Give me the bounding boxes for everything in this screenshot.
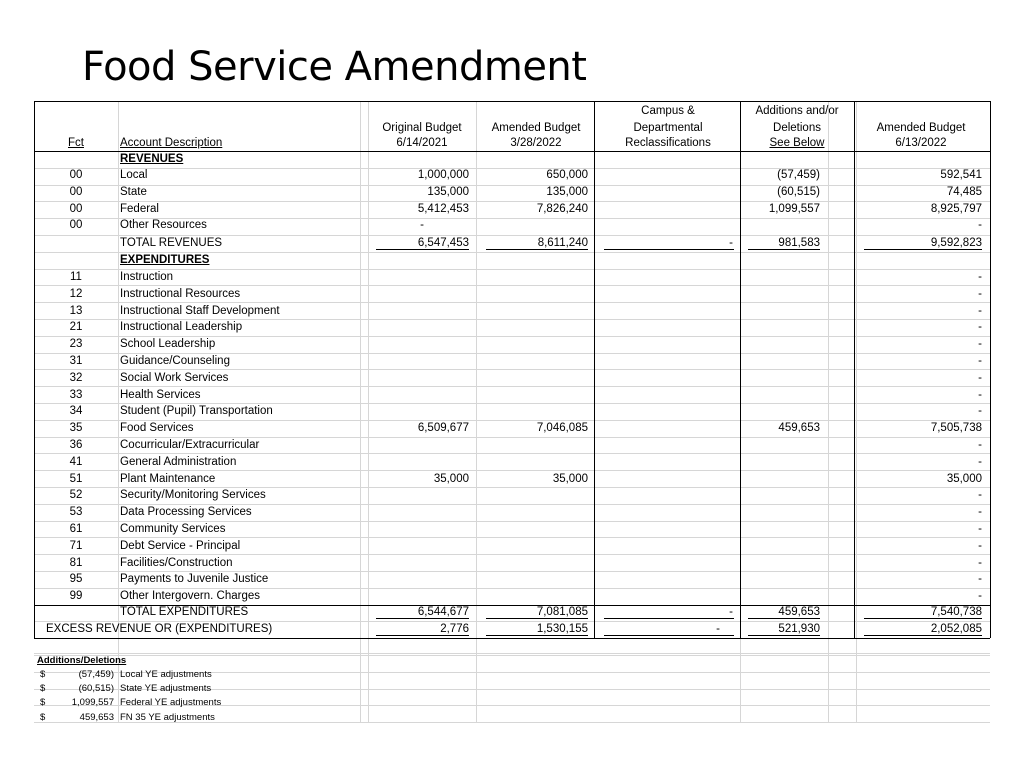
expenditure-additions [740, 387, 820, 403]
expenditure-original [368, 504, 469, 520]
expenditure-original [368, 319, 469, 335]
total-expenditures-amended: 7,081,085 [536, 606, 588, 618]
grid-line-h [34, 655, 990, 656]
expenditure-description: Instructional Leadership [120, 321, 243, 333]
expenditure-final: - [978, 540, 982, 552]
expenditure-additions [740, 353, 820, 369]
expenditure-original [368, 555, 469, 571]
expenditure-final: - [978, 321, 982, 333]
table-column-border [594, 101, 595, 638]
total-revenues-label: TOTAL REVENUES [120, 237, 223, 249]
expenditure-description: Plant Maintenance [120, 473, 216, 485]
expenditure-additions: 459,653 [778, 422, 820, 434]
expenditure-description: Debt Service - Principal [120, 540, 241, 552]
revenue-original: - [420, 219, 424, 231]
revenue-fct: 00 [69, 219, 83, 231]
expenditure-original [368, 370, 469, 386]
expenditure-description: Student (Pupil) Transportation [120, 405, 273, 417]
total-revenues-final: 9,592,823 [930, 237, 982, 249]
expenditure-final: - [978, 389, 982, 401]
excess-label: EXCESS REVENUE OR (EXPENDITURES) [46, 623, 273, 635]
expenditure-additions [740, 286, 820, 302]
expenditure-original [368, 336, 469, 352]
total-revenues-additions: 981,583 [778, 237, 820, 249]
expenditure-fct: 61 [69, 523, 83, 535]
expenditure-original [368, 487, 469, 503]
grid-line-v [360, 101, 361, 723]
expenditure-amended: 7,046,085 [536, 422, 588, 434]
expenditure-original [368, 269, 469, 285]
excess-original: 2,776 [440, 623, 469, 635]
budget-table [34, 101, 990, 723]
total-expenditures-label: TOTAL EXPENDITURES [120, 606, 249, 618]
expenditure-additions [740, 437, 820, 453]
revenue-description: Other Resources [120, 219, 207, 231]
expenditure-amended [478, 588, 588, 604]
expenditure-original [368, 437, 469, 453]
excess-additions: 521,930 [778, 623, 820, 635]
revenue-description: Local [120, 169, 148, 181]
expenditure-final: - [978, 557, 982, 569]
expenditure-original [368, 303, 469, 319]
header-final-date: 6/13/2022 [895, 137, 947, 149]
header-original-budget: Original Budget [382, 122, 462, 134]
expenditure-amended [478, 538, 588, 554]
header-additions: Additions and/or [755, 105, 839, 117]
expenditure-fct: 36 [69, 439, 83, 451]
expenditure-description: Health Services [120, 389, 201, 401]
expenditures-heading: EXPENDITURES [120, 254, 210, 266]
note-description: FN 35 YE adjustments [120, 712, 215, 723]
expenditure-final: - [978, 305, 982, 317]
expenditure-final: 7,505,738 [930, 422, 982, 434]
expenditure-fct: 34 [69, 405, 83, 417]
expenditure-additions [740, 370, 820, 386]
expenditure-fct: 81 [69, 557, 83, 569]
header-see-below: See Below [769, 137, 825, 149]
expenditure-amended: 35,000 [552, 473, 588, 485]
header-fct: Fct [68, 137, 84, 149]
revenue-original: 5,412,453 [417, 203, 469, 215]
excess-campus: - [716, 623, 720, 635]
expenditure-final: - [978, 456, 982, 468]
header-deletions: Deletions [773, 122, 821, 134]
revenue-additions: (60,515) [777, 186, 820, 198]
expenditure-description: Payments to Juvenile Justice [120, 573, 269, 585]
expenditure-additions [740, 555, 820, 571]
expenditure-original [368, 403, 469, 419]
revenues-heading: REVENUES [120, 153, 184, 165]
expenditure-fct: 52 [69, 489, 83, 501]
expenditure-description: Food Services [120, 422, 194, 434]
expenditure-fct: 35 [69, 422, 83, 434]
expenditure-amended [478, 370, 588, 386]
expenditure-fct: 53 [69, 506, 83, 518]
expenditure-additions [740, 588, 820, 604]
expenditure-description: Facilities/Construction [120, 557, 233, 569]
expenditure-description: Instruction [120, 271, 174, 283]
expenditure-description: Instructional Resources [120, 288, 241, 300]
excess-amended: 1,530,155 [536, 623, 588, 635]
expenditure-original [368, 538, 469, 554]
expenditure-original [368, 387, 469, 403]
expenditure-fct: 95 [69, 573, 83, 585]
header-original-date: 6/14/2021 [396, 137, 448, 149]
revenue-fct: 00 [69, 186, 83, 198]
expenditure-amended [478, 269, 588, 285]
expenditure-amended [478, 403, 588, 419]
header-departmental: Departmental [633, 122, 703, 134]
table-column-border [854, 101, 855, 638]
expenditure-fct: 13 [69, 305, 83, 317]
table-border-top [34, 101, 990, 102]
expenditure-original: 35,000 [433, 473, 469, 485]
expenditure-original [368, 454, 469, 470]
expenditure-description: Security/Monitoring Services [120, 489, 266, 501]
expenditure-final: - [978, 439, 982, 451]
expenditure-additions [740, 303, 820, 319]
revenue-final: 74,485 [946, 186, 982, 198]
header-amended-budget: Amended Budget [491, 122, 581, 134]
expenditure-final: - [978, 523, 982, 535]
note-amount: 1,099,557 [71, 697, 114, 708]
expenditure-original: 6,509,677 [417, 422, 469, 434]
expenditure-amended [478, 387, 588, 403]
revenue-amended: 135,000 [546, 186, 588, 198]
total-revenues-amended: 8,611,240 [537, 237, 588, 249]
expenditure-additions [740, 269, 820, 285]
revenue-additions: (57,459) [777, 169, 820, 181]
expenditure-amended [478, 303, 588, 319]
revenue-fct: 00 [69, 169, 83, 181]
expenditure-fct: 31 [69, 355, 83, 367]
expenditure-description: Guidance/Counseling [120, 355, 230, 367]
note-amount: (60,515) [78, 683, 114, 694]
expenditure-amended [478, 286, 588, 302]
expenditure-amended [478, 454, 588, 470]
expenditure-description: School Leadership [120, 338, 216, 350]
expenditure-original [368, 286, 469, 302]
total-expenditures-original: 6,544,677 [417, 606, 469, 618]
expenditure-description: Social Work Services [120, 372, 229, 384]
expenditure-additions [740, 454, 820, 470]
note-currency: $ [40, 712, 46, 723]
expenditure-final: - [978, 271, 982, 283]
expenditure-description: Data Processing Services [120, 506, 252, 518]
expenditure-original [368, 353, 469, 369]
note-currency: $ [40, 683, 46, 694]
revenue-original: 135,000 [427, 186, 469, 198]
table-border-bottom [34, 638, 990, 639]
expenditure-additions [740, 336, 820, 352]
expenditure-additions [740, 487, 820, 503]
total-revenues-campus: - [729, 237, 733, 249]
page-title: Food Service Amendment [82, 44, 587, 90]
total-expenditures-campus: - [729, 606, 733, 618]
expenditure-amended [478, 353, 588, 369]
expenditure-final: 35,000 [946, 473, 982, 485]
expenditure-final: - [978, 338, 982, 350]
revenue-description: Federal [120, 203, 159, 215]
expenditure-amended [478, 437, 588, 453]
expenditure-fct: 71 [69, 540, 83, 552]
revenue-additions: 1,099,557 [768, 203, 820, 215]
note-currency: $ [40, 669, 46, 680]
expenditure-description: Other Intergovern. Charges [120, 590, 260, 602]
expenditure-fct: 33 [69, 389, 83, 401]
expenditure-fct: 99 [69, 590, 83, 602]
expenditure-additions [740, 504, 820, 520]
header-reclassifications: Reclassifications [625, 137, 711, 149]
note-description: Local YE adjustments [120, 669, 212, 680]
expenditure-description: Cocurricular/Extracurricular [120, 439, 260, 451]
expenditure-additions [740, 521, 820, 537]
expenditure-original [368, 588, 469, 604]
total-revenues-original: 6,547,453 [417, 237, 469, 249]
expenditure-final: - [978, 355, 982, 367]
expenditure-fct: 41 [69, 456, 83, 468]
expenditure-final: - [978, 372, 982, 384]
revenue-original: 1,000,000 [417, 169, 469, 181]
expenditure-fct: 12 [69, 288, 83, 300]
expenditure-fct: 21 [69, 321, 83, 333]
revenue-final: 8,925,797 [930, 203, 982, 215]
header-account-description: Account Description [120, 137, 223, 149]
expenditure-final: - [978, 590, 982, 602]
expenditure-final: - [978, 489, 982, 501]
revenue-description: State [120, 186, 147, 198]
expenditure-description: Community Services [120, 523, 226, 535]
expenditure-original [368, 571, 469, 587]
expenditure-description: Instructional Staff Development [120, 305, 280, 317]
revenue-amended: 650,000 [546, 169, 588, 181]
expenditure-amended [478, 487, 588, 503]
expenditure-additions [740, 571, 820, 587]
note-description: State YE adjustments [120, 683, 212, 694]
total-expenditures-additions: 459,653 [778, 606, 820, 618]
expenditure-amended [478, 319, 588, 335]
expenditure-original [368, 521, 469, 537]
revenue-final: - [978, 219, 982, 231]
note-currency: $ [40, 697, 46, 708]
total-expenditures-final: 7,540,738 [930, 606, 982, 618]
expenditure-final: - [978, 405, 982, 417]
revenue-amended: 7,826,240 [536, 203, 588, 215]
expenditure-fct: 51 [69, 473, 83, 485]
excess-final: 2,052,085 [930, 623, 982, 635]
header-final-amended-budget: Amended Budget [876, 122, 966, 134]
grid-line-v [828, 101, 829, 723]
expenditure-fct: 23 [69, 338, 83, 350]
expenditure-amended [478, 521, 588, 537]
expenditure-amended [478, 555, 588, 571]
expenditure-additions [740, 403, 820, 419]
notes-divider [34, 653, 990, 654]
expenditure-amended [478, 504, 588, 520]
revenue-final: 592,541 [940, 169, 982, 181]
revenue-fct: 00 [69, 203, 83, 215]
expenditure-amended [478, 571, 588, 587]
expenditure-amended [478, 336, 588, 352]
note-description: Federal YE adjustments [120, 697, 222, 708]
table-border-right [990, 101, 991, 638]
expenditure-description: General Administration [120, 456, 237, 468]
note-amount: 459,653 [79, 712, 114, 723]
expenditure-fct: 11 [70, 271, 82, 283]
header-amended-date: 3/28/2022 [510, 137, 562, 149]
header-campus: Campus & [641, 105, 695, 117]
note-amount: (57,459) [78, 669, 114, 680]
expenditure-additions [740, 538, 820, 554]
revenue-additions [740, 217, 820, 233]
expenditure-fct: 32 [69, 372, 83, 384]
expenditure-additions [740, 319, 820, 335]
expenditure-final: - [978, 506, 982, 518]
expenditure-additions [740, 471, 820, 487]
notes-heading: Additions/Deletions [37, 655, 127, 666]
expenditure-final: - [978, 288, 982, 300]
grid-line-v [476, 101, 477, 723]
expenditure-final: - [978, 573, 982, 585]
revenue-amended [478, 217, 588, 233]
